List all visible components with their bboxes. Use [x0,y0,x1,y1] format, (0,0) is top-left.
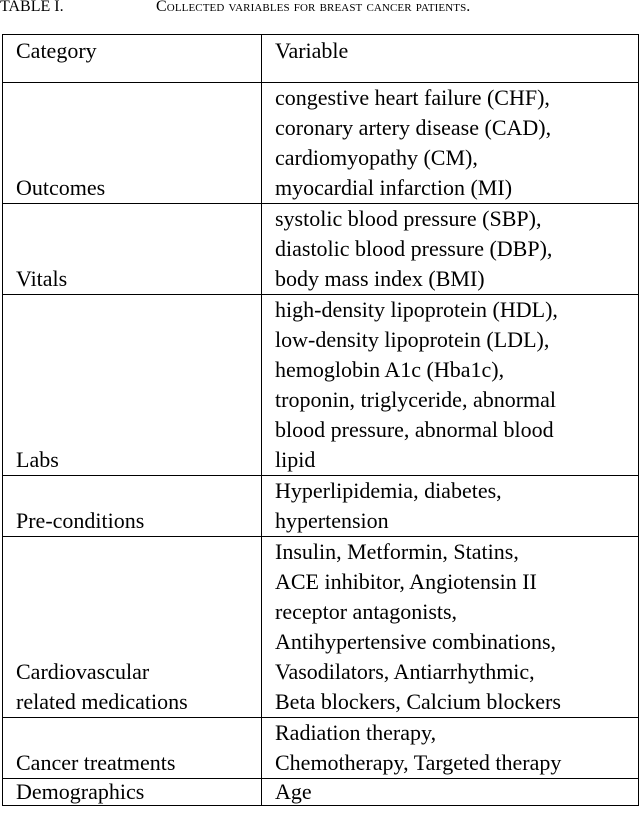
table-number: TABLE I. [0,0,64,15]
category-cell: Pre-conditions [3,476,262,537]
variable-cell: Age [262,779,639,806]
table-row-demographics [3,779,639,806]
table-row-labs [3,295,639,476]
table-row-pre-conditions [3,476,639,537]
category-cell: Vitals [3,204,262,295]
category-cell: Outcomes [3,83,262,204]
category-cell: Cancer treatments [3,718,262,779]
table-row-outcomes [3,83,639,204]
variable-cell: Insulin, Metformin, Statins, ACE inhibitor, Angiotensin II receptor antagonists, Antihypertensive combinations, Vasodilators, Antiarrhythmic, Beta blockers, Calcium blockers [262,537,639,718]
variable-cell: Hyperlipidemia, diabetes, hypertension [262,476,639,537]
table-caption [0,0,640,22]
category-cell: Demographics [3,779,262,806]
category-cell: Cardiovascular related medications [3,537,262,718]
variable-cell: congestive heart failure (CHF), coronary artery disease (CAD), cardiomyopathy (CM), myocardial infarction (MI) [262,83,639,204]
variable-cell: systolic blood pressure (SBP), diastolic blood pressure (DBP), body mass index (BMI) [262,204,639,295]
variable-cell: Radiation therapy, Chemotherapy, Targeted therapy [262,718,639,779]
variables-table [2,34,639,806]
table-row-cancer-treatments [3,718,639,779]
table-row-vitals [3,204,639,295]
header-variable: Variable [262,35,639,83]
table-title: Collected variables for breast cancer patients. [156,0,471,15]
table-header-row [3,35,639,83]
header-category: Category [3,35,262,83]
table-row-medications [3,537,639,718]
variable-cell: high-density lipoprotein (HDL), low-density lipoprotein (LDL), hemoglobin A1c (Hba1c), troponin, triglyceride, abnormal blood pressure, abnormal blood lipid [262,295,639,476]
category-cell: Labs [3,295,262,476]
